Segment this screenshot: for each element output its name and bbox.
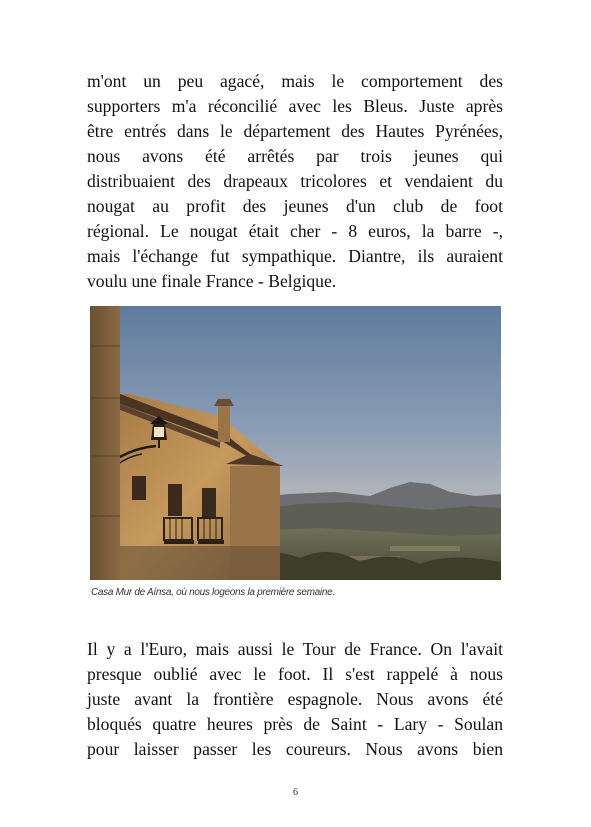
text-line: supporters m'a réconcilié avec les Bleus. Juste après: [87, 96, 503, 116]
text-line: régional. Le nougat était cher - 8 euros, la barre -,: [87, 221, 503, 241]
photo-stone-house-sunset: [90, 306, 501, 580]
text-line: Il y a l'Euro, mais aussi le Tour de France. On l'avait: [87, 639, 503, 659]
text-line: presque oublié avec le foot. Il s'est rappelé à nous: [87, 664, 503, 684]
text-line: distribuaient des drapeaux tricolores et vendaient du: [87, 171, 503, 191]
text-line: pour laisser passer les coureurs. Nous avons bien: [87, 739, 503, 759]
text-line: voulu une finale France - Belgique.: [87, 271, 337, 291]
text-line: mais l'échange fut sympathique. Diantre, ils auraient: [87, 246, 503, 266]
body-paragraph-top: [87, 69, 503, 294]
body-paragraph-bottom: [87, 637, 503, 762]
text-line: bloqués quatre heures près de Saint - Lary - Soulan: [87, 714, 503, 734]
text-line: nous avons été arrêtés par trois jeunes qui: [87, 146, 503, 166]
page-number: 6: [293, 787, 298, 798]
photo-caption: Casa Mur de Aínsa, où nous logeons la première semaine.: [91, 587, 335, 598]
text-line: nougat au profit des jeunes d'un club de foot: [87, 196, 503, 216]
text-line: juste avant la frontière espagnole. Nous avons été: [87, 689, 503, 709]
text-line: être entrés dans le département des Hautes Pyrénées,: [87, 121, 503, 141]
text-line: m'ont un peu agacé, mais le comportement des: [87, 71, 503, 91]
